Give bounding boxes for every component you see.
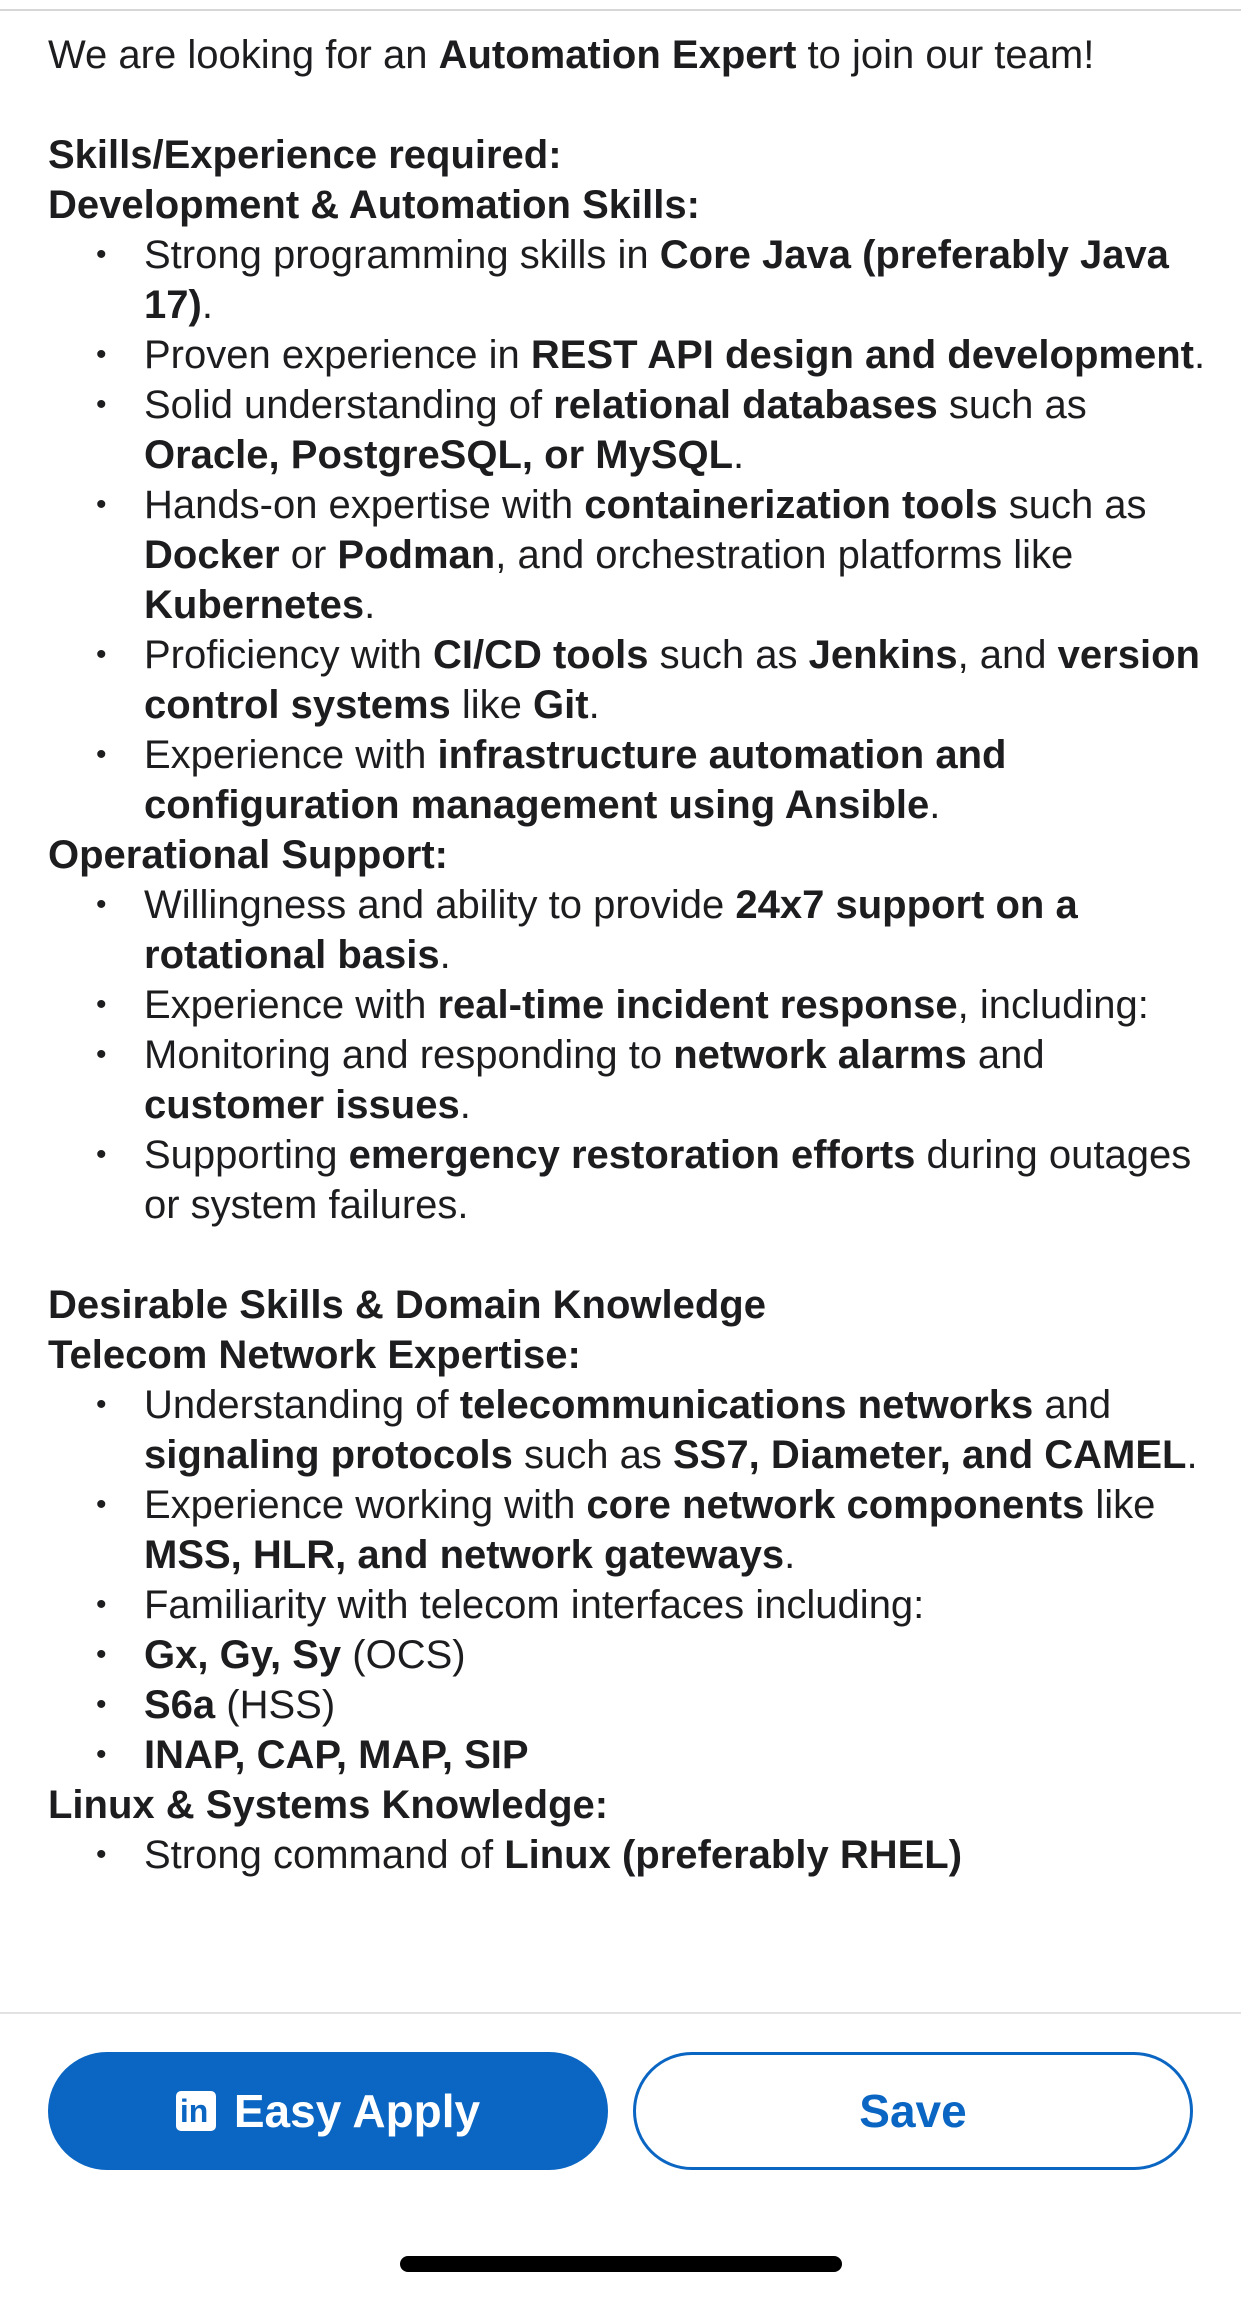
home-indicator[interactable] [400,2256,842,2272]
item-text: Proven experience in [144,333,531,377]
list-item [144,330,1208,380]
item-text: such as [512,1433,673,1477]
telecom-heading: Telecom Network Expertise: [48,1333,581,1377]
intro-text: We are looking for an [48,33,439,77]
list-item [144,1630,1208,1680]
item-text: . [459,1083,471,1127]
easy-apply-button[interactable] [48,2052,608,2170]
item-text: like [1084,1483,1156,1527]
item-text: and [966,1033,1045,1077]
item-bold: network alarms [673,1033,967,1077]
desirable-heading: Desirable Skills & Domain Knowledge [48,1283,766,1327]
item-text: (OCS) [341,1633,466,1677]
dev-heading: Development & Automation Skills: [48,183,700,227]
item-text: . [733,433,745,477]
list-item [144,380,1208,480]
list-item [144,1480,1208,1580]
item-bold: REST API design and development [530,333,1194,377]
item-bold: Podman [337,533,496,577]
easy-apply-label: Easy Apply [233,2085,481,2137]
item-text: such as [648,633,809,677]
item-text: Hands-on expertise with [144,483,585,527]
item-bold: relational databases [553,383,938,427]
item-text: . [364,583,376,627]
item-bold: Core Java (preferably Java 17) [144,233,1169,327]
item-bold: Jenkins [808,633,958,677]
top-divider [0,9,1241,11]
ops-heading: Operational Support: [48,833,448,877]
item-text: Solid understanding of [144,383,554,427]
item-text: and [1033,1383,1112,1427]
item-text: . [929,783,941,827]
item-bold: S6a [144,1683,216,1727]
save-label: Save [859,2085,967,2137]
item-bold: core network components [586,1483,1085,1527]
linux-list [48,1830,1208,1880]
item-text: Experience with [144,983,438,1027]
spacer [48,1230,1208,1280]
list-item [144,1030,1208,1130]
list-item [144,1730,1208,1780]
list-item [144,880,1208,980]
list-item [144,1830,1208,1880]
list-item [144,730,1208,830]
item-bold: signaling protocols [144,1433,513,1477]
linux-heading: Linux & Systems Knowledge: [48,1783,609,1827]
item-bold: INAP, CAP, MAP, SIP [144,1733,529,1777]
item-bold: telecommunications networks [459,1383,1034,1427]
item-text: . [439,933,451,977]
list-item: • Familiarity with telecom interfaces including: [144,1580,1208,1630]
list-item [144,980,1208,1030]
save-button[interactable] [633,2052,1193,2170]
item-bold: Kubernetes [144,583,365,627]
item-text: Willingness and ability to provide [144,883,736,927]
item-bold: SS7, Diameter, and CAMEL [672,1433,1187,1477]
linkedin-icon-glyph: in [179,2093,209,2129]
item-bold: Oracle, PostgreSQL, or MySQL [144,433,734,477]
item-bold: containerization tools [584,483,998,527]
item-text: . [1186,1433,1198,1477]
item-text: or [279,533,338,577]
item-text: Proficiency with [144,633,433,677]
list-item [144,1680,1208,1730]
item-text: Strong programming skills in [144,233,660,277]
spacer [48,80,1208,130]
linkedin-icon [176,2091,216,2131]
item-text: Experience working with [144,1483,587,1527]
item-text: such as [997,483,1147,527]
item-bold: Docker [144,533,280,577]
item-bold: Gx, Gy, Sy [144,1633,342,1677]
item-bold: emergency restoration efforts [348,1133,916,1177]
item-text: , and orchestration platforms like [495,533,1074,577]
ops-support-list [48,880,1208,1230]
item-text: . [201,283,213,327]
item-bold: Git [533,683,589,727]
item-text: . [588,683,600,727]
item-bold: real-time incident response [437,983,958,1027]
item-text: . [1193,333,1206,377]
list-item [144,230,1208,330]
skills-heading: Skills/Experience required: [48,133,562,177]
item-text: Supporting [144,1133,349,1177]
footer-divider [0,2012,1241,2014]
intro-line [48,30,1208,80]
item-text: like [450,683,534,727]
dev-skills-list [48,230,1208,830]
item-text: Strong command of [144,1833,505,1877]
intro-text: to join our team! [796,33,1095,77]
item-text: , including: [957,983,1149,1027]
telecom-list [48,1380,1208,1780]
job-description[interactable] [48,30,1208,2010]
list-item [144,480,1208,630]
item-text: , and [957,633,1058,677]
list-item [144,630,1208,730]
item-text: Understanding of [144,1383,460,1427]
item-text: . [784,1533,796,1577]
item-bold: 24x7 support on a rotational basis [144,883,1078,977]
item-bold: customer issues [144,1083,460,1127]
item-bold: version control systems [144,633,1200,727]
intro-role: Automation Expert [438,33,797,77]
item-bold: infrastructure automation and configuration management using Ansible [144,733,1007,827]
list-item [144,1130,1208,1230]
item-text: such as [937,383,1087,427]
item-text: Experience with [144,733,438,777]
item-bold: MSS, HLR, and network gateways [144,1533,785,1577]
item-bold: Linux (preferably RHEL) [504,1833,963,1877]
list-item [144,1380,1208,1480]
item-text: (HSS) [215,1683,336,1727]
item-bold: CI/CD tools [432,633,649,677]
item-text: during outages or system failures. [144,1133,1192,1227]
item-text: Monitoring and responding to [144,1033,674,1077]
